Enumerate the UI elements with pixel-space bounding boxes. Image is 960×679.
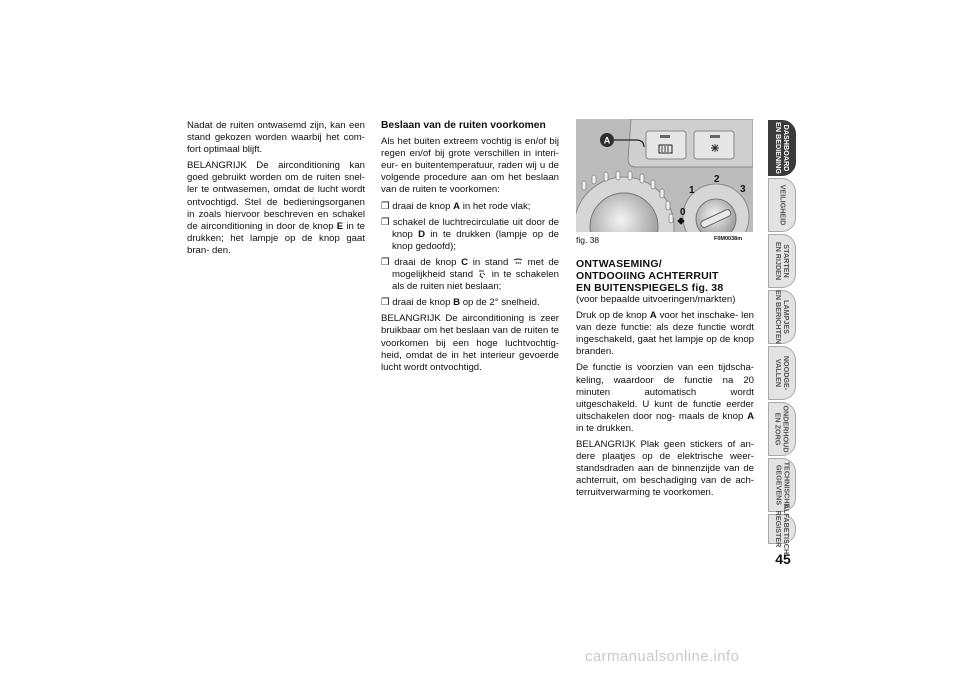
key-label: D bbox=[418, 228, 426, 240]
key-label: A bbox=[453, 200, 461, 212]
figure-caption: fig. 38 bbox=[576, 235, 600, 245]
fan-speed-label: 1 bbox=[689, 185, 695, 196]
paragraph-important: BELANGRIJK Plak geen stickers of an- dere plaatjes op de elektrische weer- standsdraden aan de binnenzijde van de achterruit, om beschadiging van de ach- terruitverwarming te voorkomen. bbox=[576, 439, 754, 499]
windscreen-defrost-icon bbox=[513, 258, 523, 266]
page-number: 45 bbox=[775, 551, 791, 567]
ac-snowflake-icon bbox=[711, 144, 719, 152]
climate-control-figure bbox=[576, 119, 753, 232]
figure-code: F0M0038m bbox=[714, 236, 743, 242]
tab-onderhoud[interactable]: ONDERHOUD EN ZORG bbox=[768, 402, 796, 456]
paragraph: Als het buiten extreem vochtig is en/of bij regen en/of bij grote verschillen in interi- eur- en buitentemperatuur, raden wij u de volgende procedure aan om het beslaan van de ruiten te voorkomen: bbox=[381, 136, 559, 196]
checkbox-bullet-icon: ❒ bbox=[381, 256, 390, 268]
paragraph-important: BELANGRIJK De airconditioning is zeer bruikbaar om het beslaan van de ruiten te voorkomen bij een hoge luchtvochtig- heid, omdat de in het interieur gevoerde lucht wordt ontvochtigd. bbox=[381, 313, 559, 373]
section-heading: ONTWASEMING/ ONTDOOIING ACHTERRUIT EN BUITENSPIEGELS fig. 38 bbox=[576, 258, 724, 294]
paragraph: Druk op de knop A voor het inschake- len van deze functie: als deze functie wordt ingeschakeld, gaat het lampje op de knop branden. bbox=[576, 310, 754, 358]
checkbox-bullet-icon: ❒ bbox=[381, 200, 390, 212]
text-column-1 bbox=[187, 120, 365, 261]
text-column-2 bbox=[381, 120, 559, 378]
paragraph-important: BELANGRIJK De airconditioning kan goed gebruikt worden om de ruiten snel- ler te ontwasemen, omdat de lucht wordt ontvochtigd. Stel de bedieningsorganen in zoals hiervoor beschreven en schakel de airconditioning in door de knop E in te drukken; het lampje op de knop gaat bran- den. bbox=[187, 160, 365, 256]
climate-panel-illustration bbox=[576, 119, 753, 232]
tab-starten[interactable]: STARTEN EN RIJDEN bbox=[768, 234, 796, 288]
key-label: E bbox=[336, 220, 344, 232]
tab-veiligheid[interactable]: VEILIGHEID bbox=[768, 178, 796, 232]
tab-lampjes[interactable]: LAMPJES EN BERICHTEN bbox=[768, 290, 796, 344]
tab-technische[interactable]: TECHNISCHE GEGEVENS bbox=[768, 458, 796, 512]
tab-alfabetisch[interactable]: ALFABETISCH REGISTER bbox=[768, 514, 796, 544]
key-label: A bbox=[649, 310, 657, 322]
key-label: C bbox=[461, 256, 469, 268]
list-item: ❒ draai de knop C in stand met de mogelijkheid stand in te schakelen als de ruiten niet beslaan; bbox=[381, 256, 560, 293]
section-subtitle: (voor bepaalde uitvoeringen/markten) bbox=[576, 294, 736, 305]
text-column-3 bbox=[576, 258, 754, 504]
key-label: B bbox=[453, 297, 461, 309]
callout-label: A bbox=[603, 135, 611, 146]
list-item: ❒ draai de knop B op de 2° snelheid. bbox=[381, 297, 540, 309]
checkbox-bullet-icon: ❒ bbox=[381, 297, 390, 309]
key-label: A bbox=[747, 410, 754, 422]
windscreen-feet-icon bbox=[477, 270, 487, 279]
tab-dashboard[interactable]: DASHBOARD EN BEDIENING bbox=[768, 120, 796, 176]
paragraph: Nadat de ruiten ontwasemd zijn, kan een stand gekozen worden waarbij het com- fort optimaal blijft. bbox=[187, 120, 365, 156]
paragraph: De functie is voorzien van een tijdscha- keling, waardoor de functie na 20 minuten automatisch wordt uitgeschakeld. U kunt de functie eerder uitschakelen door nog- maals de knop A in te drukken. bbox=[576, 362, 754, 434]
tab-noodgevallen[interactable]: NOODGE- VALLEN bbox=[768, 346, 796, 400]
list-item: ❒ draai de knop A in het rode vlak; bbox=[381, 200, 531, 212]
checkbox-bullet-icon: ❒ bbox=[381, 216, 390, 228]
fan-speed-label: 3 bbox=[740, 184, 746, 195]
section-heading: Beslaan van de ruiten voorkomen bbox=[381, 120, 546, 131]
watermark: carmanualsonline.info bbox=[585, 648, 740, 665]
list-item: ❒ schakel de luchtrecirculatie uit door de knop D in te drukken (lampje op de knop gedoofd); bbox=[381, 216, 560, 252]
fan-speed-label: 2 bbox=[714, 174, 720, 185]
fan-speed-label: 0 bbox=[680, 207, 686, 218]
